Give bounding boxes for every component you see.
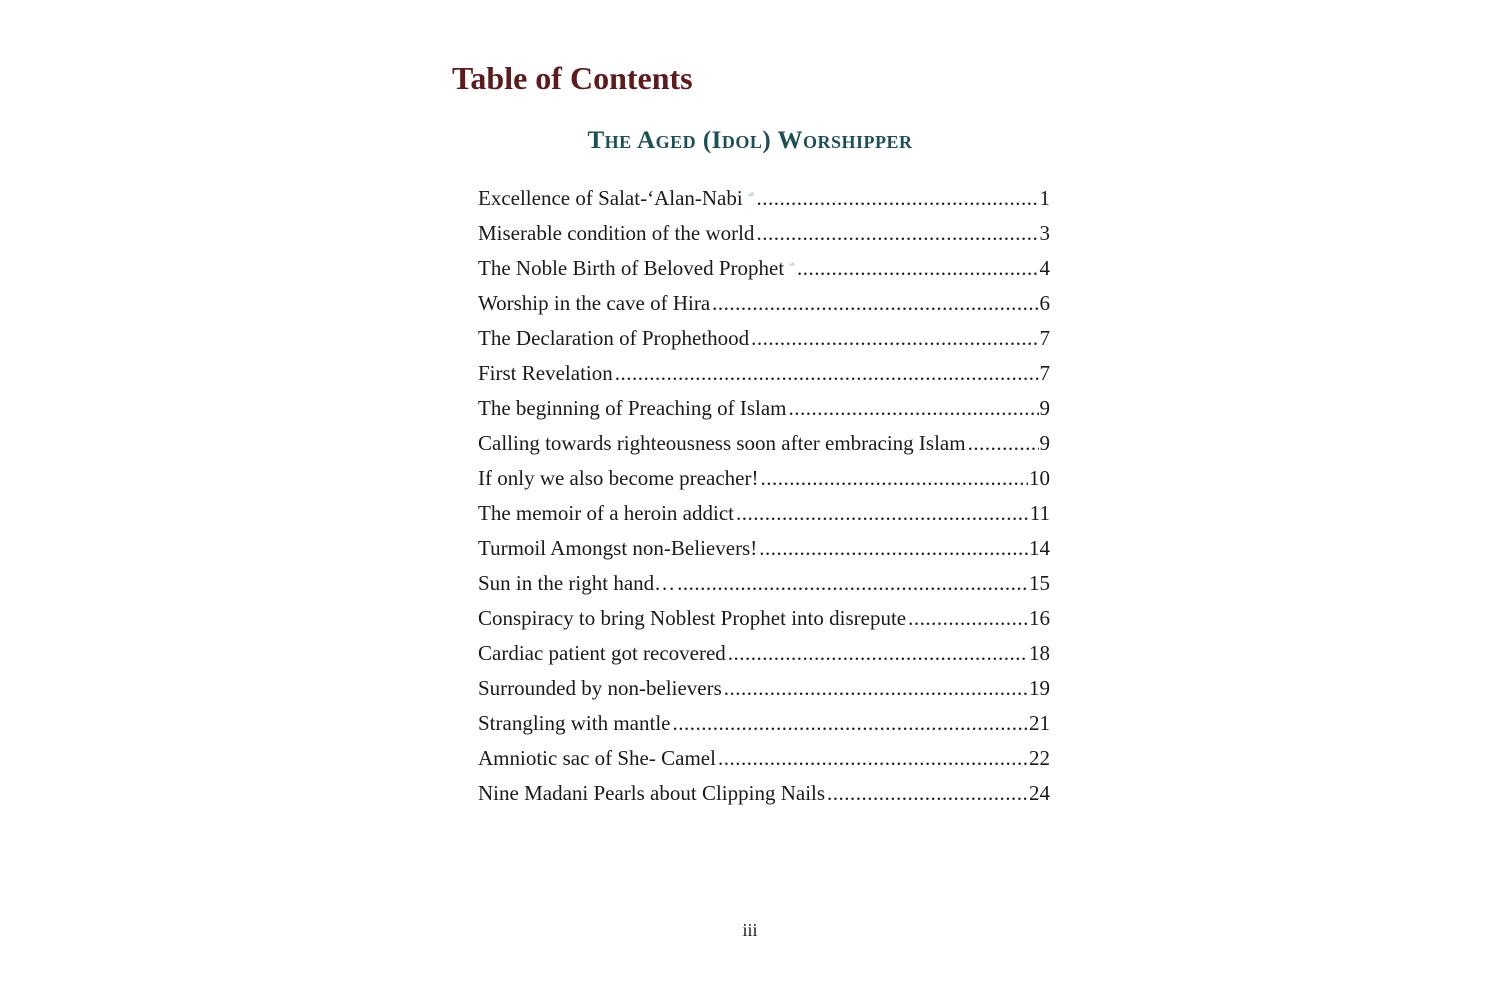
toc-entry-title: First Revelation xyxy=(478,361,613,385)
section-title: The Aged (Idol) Worshipper xyxy=(587,127,913,154)
toc-entry[interactable] xyxy=(478,776,1050,811)
toc-entry-title: The Declaration of Prophethood xyxy=(478,326,750,350)
toc-entry[interactable] xyxy=(478,356,1050,391)
toc-entry[interactable] xyxy=(478,286,1050,321)
arabic-calligraphy-honorific-icon xyxy=(748,183,755,205)
toc-entry[interactable] xyxy=(478,321,1050,356)
toc-entry[interactable] xyxy=(478,601,1050,636)
dot-leader xyxy=(718,741,1028,776)
dot-leader xyxy=(672,706,1028,741)
toc-entry[interactable] xyxy=(478,496,1050,531)
toc-entry-title: Miserable condition of the world xyxy=(478,221,755,245)
toc-entry-page: 18 xyxy=(1029,641,1050,665)
toc-entry-page: 24 xyxy=(1029,781,1050,805)
toc-entry-title: If only we also become preacher! xyxy=(478,466,759,490)
toc-entry-page: 7 xyxy=(1039,326,1050,350)
toc-entry-page: 14 xyxy=(1029,536,1050,560)
toc-entry[interactable] xyxy=(478,636,1050,671)
dot-leader xyxy=(789,391,1039,426)
toc-entry-page: 1 xyxy=(1039,186,1050,210)
page-title: Table of Contents xyxy=(452,60,693,96)
dot-leader xyxy=(760,461,1028,496)
toc-entry-title: Nine Madani Pearls about Clipping Nails xyxy=(478,781,826,805)
arabic-calligraphy-honorific-icon xyxy=(789,253,795,275)
dot-leader xyxy=(759,531,1028,566)
dot-leader xyxy=(908,601,1028,636)
toc-entry[interactable] xyxy=(478,426,1050,461)
toc-entry[interactable] xyxy=(478,741,1050,776)
toc-entry[interactable] xyxy=(478,181,1050,216)
toc-entry-page: 15 xyxy=(1029,571,1050,595)
toc-entry[interactable] xyxy=(478,391,1050,426)
toc-entry-title: The memoir of a heroin addict xyxy=(478,501,734,525)
toc-entry-title: Worship in the cave of Hira xyxy=(478,291,711,315)
dot-leader xyxy=(736,496,1029,531)
toc-entry-title: Strangling with mantle xyxy=(478,711,671,735)
table-of-contents xyxy=(478,181,1050,811)
dot-leader xyxy=(728,636,1028,671)
dot-leader xyxy=(677,566,1028,601)
toc-entry-title: Excellence of Salat-‘Alan-Nabi xyxy=(478,186,743,210)
toc-entry[interactable] xyxy=(478,671,1050,706)
toc-entry[interactable] xyxy=(478,566,1050,601)
toc-entry-title: Turmoil Amongst non-Believers! xyxy=(478,536,758,560)
toc-entry-page: 3 xyxy=(1039,221,1050,245)
toc-entry-page: 22 xyxy=(1029,746,1050,770)
toc-entry-page: 11 xyxy=(1029,501,1050,525)
toc-entry[interactable] xyxy=(478,461,1050,496)
toc-entry-page: 6 xyxy=(1039,291,1050,315)
toc-entry-page: 10 xyxy=(1029,466,1050,490)
toc-entry[interactable] xyxy=(478,251,1050,286)
toc-entry-title: Sun in the right hand… xyxy=(478,571,676,595)
dot-leader xyxy=(724,671,1028,706)
dot-leader xyxy=(756,216,1038,251)
toc-entry-page: 19 xyxy=(1029,676,1050,700)
dot-leader xyxy=(968,426,1039,461)
toc-entry[interactable] xyxy=(478,216,1050,251)
toc-entry-title: Calling towards righteousness soon after embracing Islam xyxy=(478,431,966,455)
dot-leader xyxy=(712,286,1038,321)
toc-entry[interactable] xyxy=(478,706,1050,741)
toc-entry-title: Surrounded by non-believers xyxy=(478,676,722,700)
dot-leader xyxy=(751,321,1038,356)
toc-entry[interactable] xyxy=(478,531,1050,566)
dot-leader xyxy=(827,776,1028,811)
toc-entry-title: The Noble Birth of Beloved Prophet xyxy=(478,256,785,280)
dot-leader xyxy=(615,356,1039,391)
dot-leader xyxy=(797,251,1039,286)
toc-entry-page: 16 xyxy=(1029,606,1050,630)
toc-entry-page: 7 xyxy=(1039,361,1050,385)
toc-entry-title: Conspiracy to bring Noblest Prophet into disrepute xyxy=(478,606,907,630)
toc-entry-title: Amniotic sac of She- Camel xyxy=(478,746,716,770)
toc-entry-title: The beginning of Preaching of Islam xyxy=(478,396,787,420)
toc-entry-page: 9 xyxy=(1039,431,1050,455)
toc-entry-page: 9 xyxy=(1039,396,1050,420)
toc-entry-page: 21 xyxy=(1029,711,1050,735)
toc-entry-title: Cardiac patient got recovered xyxy=(478,641,726,665)
dot-leader xyxy=(756,181,1038,216)
toc-entry-page: 4 xyxy=(1039,256,1050,280)
page-number: iii xyxy=(742,920,758,940)
